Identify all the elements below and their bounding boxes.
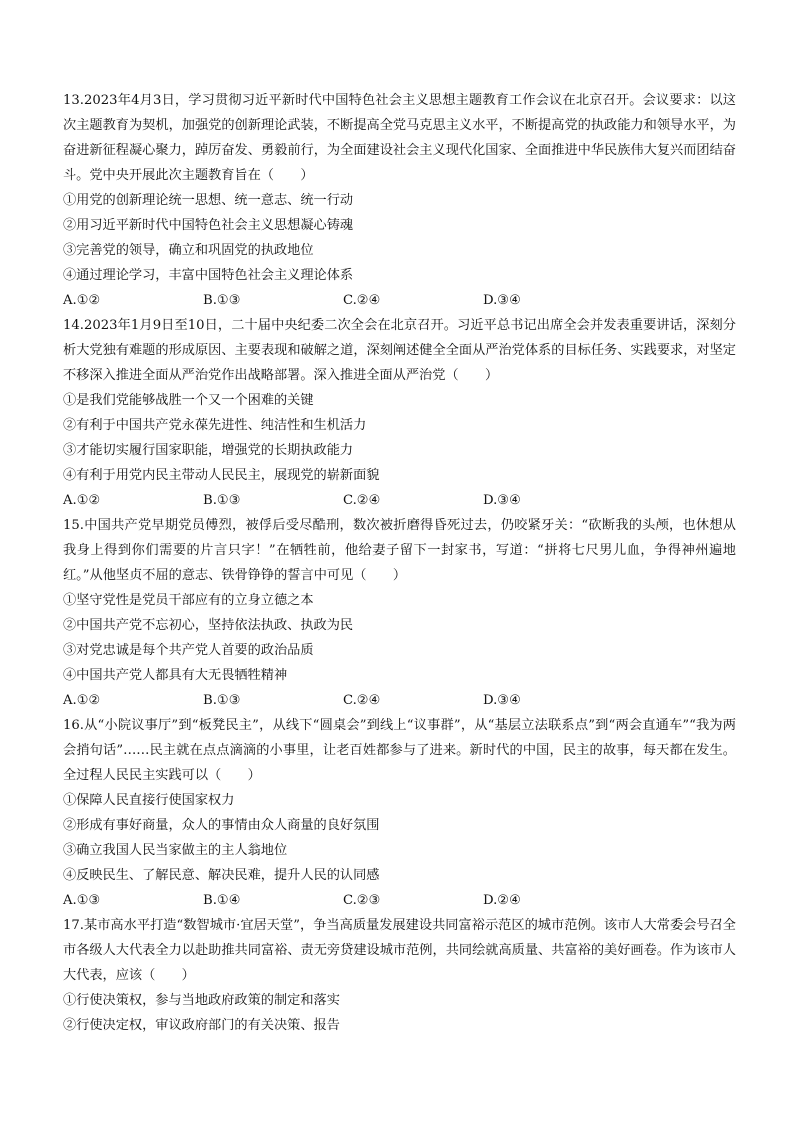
option-1: ①保障人民直接行使国家权力 — [63, 793, 235, 808]
choice-d: D.③④ — [483, 293, 521, 308]
answer-choices — [63, 888, 736, 913]
option-4: ④通过理论学习，丰富中国特色社会主义理论体系 — [63, 268, 354, 283]
option-4: ④有利于用党内民主带动人民民主，展现党的崭新面貌 — [63, 468, 380, 483]
choice-c: C.②④ — [343, 693, 381, 708]
answer-choices — [63, 488, 736, 513]
question-stem: 13.2023年4月3日，学习贯彻习近平新时代中国特色社会主义思想主题教育工作会议在北京召开。会议要求：以这次主题教育为契机，加强党的创新理论武装，不断提高全党马克思主义水平，不断提高党的执政能力和领导水平，为奋进新征程凝心聚力，踔厉奋发、勇毅前行，为全面建设社会主义现代化国家、全面推进中华民族伟大复兴而团结奋斗。党中央开展此次主题教育旨在（ ） — [63, 93, 736, 183]
choice-c: C.②④ — [343, 493, 381, 508]
answer-choices — [63, 688, 736, 713]
answer-choices — [63, 288, 736, 313]
choice-a: A.①② — [63, 493, 101, 508]
question-14 — [63, 313, 736, 513]
question-13 — [63, 88, 736, 313]
choice-b: B.①③ — [203, 493, 241, 508]
option-4: ④中国共产党人都具有大无畏牺牲精神 — [63, 668, 288, 683]
option-2: ②行使决定权，审议政府部门的有关决策、报告 — [63, 1018, 340, 1033]
option-1: ①坚守党性是党员干部应有的立身立德之本 — [63, 593, 314, 608]
option-3: ③完善党的领导，确立和巩固党的执政地位 — [63, 243, 314, 258]
option-2: ②形成有事好商量，众人的事情由众人商量的良好氛围 — [63, 818, 380, 833]
choice-a: A.①③ — [63, 893, 101, 908]
choice-d: D.③④ — [483, 493, 521, 508]
question-15 — [63, 513, 736, 713]
option-2: ②用习近平新时代中国特色社会主义思想凝心铸魂 — [63, 218, 354, 233]
option-1: ①是我们党能够战胜一个又一个困难的关键 — [63, 393, 314, 408]
choice-b: B.①③ — [203, 293, 241, 308]
option-3: ③才能切实履行国家职能，增强党的长期执政能力 — [63, 443, 354, 458]
question-16 — [63, 713, 736, 913]
question-17 — [63, 913, 736, 1038]
option-3: ③确立我国人民当家做主的主人翁地位 — [63, 843, 288, 858]
choice-b: B.①④ — [203, 893, 241, 908]
option-3: ③对党忠诚是每个共产党人首要的政治品质 — [63, 643, 314, 658]
question-stem: 14.2023年1月9日至10日，二十届中央纪委二次全会在北京召开。习近平总书记出席全会并发表重要讲话，深刻分析大党独有难题的形成原因、主要表现和破解之道，深刻阐述健全全面从严治党体系的目标任务、实践要求，对坚定不移深入推进全面从严治党作出战略部署。深入推进全面从严治党（ ） — [63, 318, 736, 383]
option-4: ④反映民生、了解民意、解决民难，提升人民的认同感 — [63, 868, 380, 883]
question-stem: 17.某市高水平打造“数智城市·宜居天堂”，争当高质量发展建设共同富裕示范区的城市范例。该市人大常委会号召全市各级人大代表全力以赴助推共同富裕、责无旁贷建设城市范例，共同绘就高质量、共富裕的美好画卷。作为该市人大代表，应该（ ） — [63, 918, 736, 983]
choice-c: C.②④ — [343, 293, 381, 308]
choice-b: B.①③ — [203, 693, 241, 708]
option-2: ②中国共产党不忘初心，坚持依法执政、执政为民 — [63, 618, 354, 633]
question-stem: 15.中国共产党早期党员傅烈，被俘后受尽酷刑，数次被折磨得昏死过去，仍咬紧牙关：“砍断我的头颅，也休想从我身上得到你们需要的片言只字！”在牺牲前，他给妻子留下一封家书，写道：“拼将七尺男儿血，争得神州遍地红。”从他坚贞不屈的意志、铁骨铮铮的誓言中可见（ ） — [63, 518, 736, 583]
choice-c: C.②③ — [343, 893, 381, 908]
choice-a: A.①② — [63, 293, 101, 308]
choice-d: D.③④ — [483, 693, 521, 708]
option-1: ①行使决策权，参与当地政府政策的制定和落实 — [63, 993, 340, 1008]
option-1: ①用党的创新理论统一思想、统一意志、统一行动 — [63, 193, 354, 208]
choice-d: D.②④ — [483, 893, 521, 908]
question-stem: 16.从“小院议事厅”到“板凳民主”，从线下“圆桌会”到线上“议事群”，从“基层立法联系点”到“两会直通车”“我为两会捎句话”……民主就在点点滴滴的小事里，让老百姓都参与了进来。新时代的中国，民主的故事，每天都在发生。全过程人民民主实践可以（ ） — [63, 718, 736, 783]
option-2: ②有利于中国共产党永葆先进性、纯洁性和生机活力 — [63, 418, 367, 433]
choice-a: A.①② — [63, 693, 101, 708]
